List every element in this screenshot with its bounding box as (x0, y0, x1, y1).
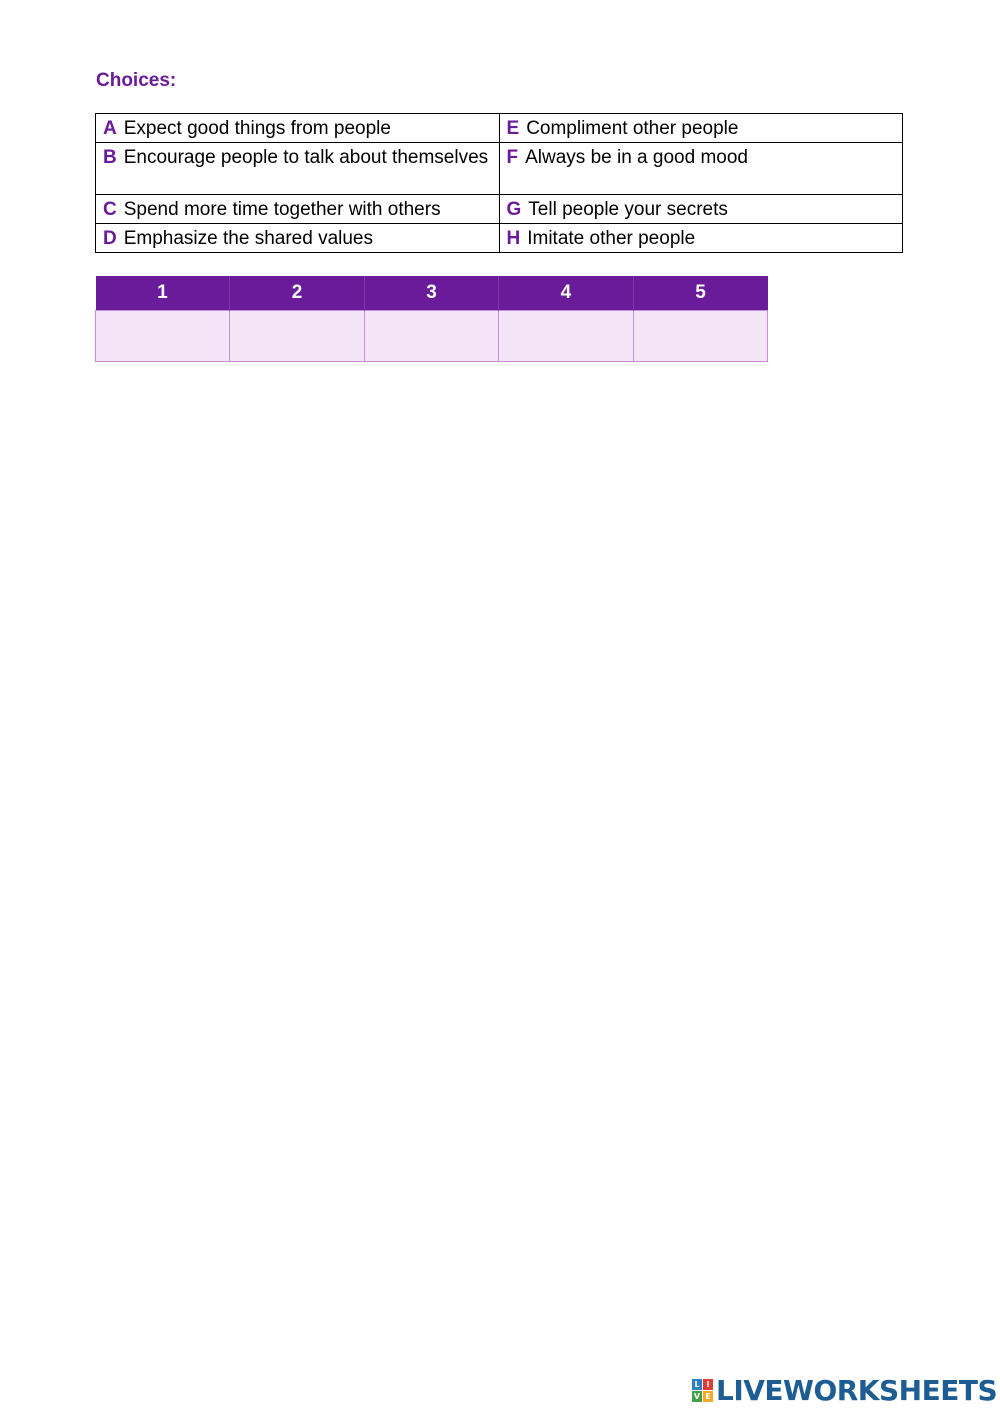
choice-letter: G (506, 199, 522, 220)
logo-text: LIVEWORKSHEETS (716, 1374, 998, 1407)
answer-header: 2 (230, 276, 364, 311)
answer-header: 5 (633, 276, 767, 311)
choice-text: Imitate other people (527, 228, 696, 249)
choice-a (96, 114, 500, 143)
answer-header: 3 (364, 276, 498, 311)
choice-text: Encourage people to talk about themselves (123, 147, 489, 168)
answer-field-5[interactable] (633, 311, 767, 362)
choice-e (499, 114, 903, 143)
choice-letter: B (103, 147, 117, 168)
logo-mark-letter: I (703, 1379, 713, 1390)
answer-row (96, 311, 768, 362)
choice-text: Expect good things from people (123, 118, 391, 139)
choice-letter: C (103, 199, 117, 220)
logo-mark-letter: E (703, 1391, 713, 1402)
choices-row (96, 143, 903, 195)
choice-c (96, 195, 500, 224)
choice-text: Compliment other people (526, 118, 739, 139)
logo-mark-letter: L (692, 1379, 702, 1390)
logo-mark-icon (692, 1379, 713, 1402)
choices-row (96, 195, 903, 224)
answer-header: 4 (499, 276, 633, 311)
choice-letter: E (506, 118, 520, 139)
choices-row (96, 224, 903, 253)
choice-text: Emphasize the shared values (123, 228, 373, 249)
choice-text: Spend more time together with others (123, 199, 441, 220)
liveworksheets-logo (692, 1374, 997, 1407)
answer-field-1[interactable] (96, 311, 230, 362)
answer-field-2[interactable] (230, 311, 364, 362)
answer-header: 1 (96, 276, 230, 311)
choices-heading: Choices: (96, 70, 177, 91)
choice-text: Tell people your secrets (528, 199, 728, 220)
answer-field-3[interactable] (364, 311, 498, 362)
choice-g (499, 195, 903, 224)
logo-mark-letter: V (693, 1392, 701, 1401)
choice-letter: D (103, 228, 117, 249)
choice-d (96, 224, 500, 253)
choice-letter: F (506, 147, 519, 168)
choice-letter: A (103, 118, 117, 139)
choice-f (499, 143, 903, 195)
answer-field-4[interactable] (499, 311, 633, 362)
choice-text: Always be in a good mood (525, 147, 748, 168)
choices-table (95, 113, 903, 253)
answer-header-row (96, 276, 768, 311)
answer-table (95, 276, 768, 362)
choice-letter: H (506, 228, 521, 249)
choice-h (499, 224, 903, 253)
choices-row (96, 114, 903, 143)
choice-b (96, 143, 500, 195)
